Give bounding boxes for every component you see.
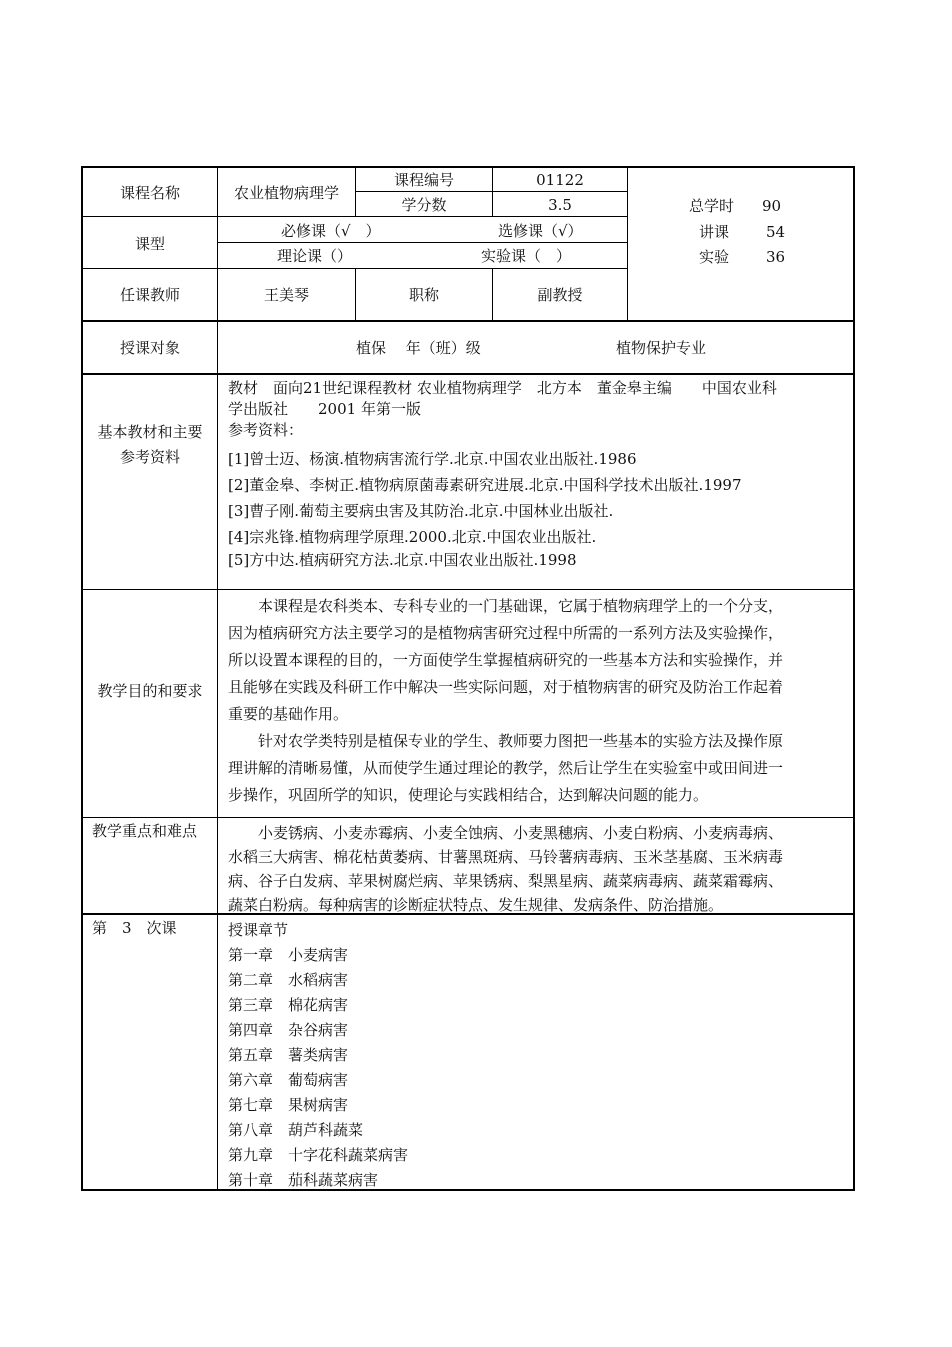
total-hours-label: 总学时 [689,197,735,215]
chapter-item: 第六章 葡萄病害 [228,1071,349,1089]
key-points-line: 病、谷子白发病、苹果树腐烂病、苹果锈病、梨黑星病、蔬菜病毒病、蔬菜霜霉病、 [228,872,784,890]
teacher-title-value: 副教授 [537,286,583,304]
textbook-line: 教材 面向21世纪课程教材 农业植物病理学 北方本 董金皋主编 中国农业科 [228,379,777,397]
objectives-line: 本课程是农科类本、专科专业的一门基础课，它属于植物病理学上的一个分支， [228,597,784,615]
objectives-line: 因为植病研究方法主要学习的是植物病害研究过程中所需的一系列方法及实验操作， [228,624,784,642]
textbook-line: 学出版社 2001 年第一版 [228,400,421,418]
chapter-item: 第五章 薯类病害 [228,1046,349,1064]
course-type-label: 课型 [134,235,165,253]
course-code-value: 01122 [536,171,584,189]
textbook-content [228,378,777,571]
lecture-hours-label: 讲课 [699,223,730,241]
reference-item: [5]方中达.植病研究方法.北京.中国农业出版社.1998 [228,551,577,569]
total-hours-value: 90 [762,197,782,215]
teacher-label: 任课教师 [119,286,180,304]
objectives-label: 教学目的和要求 [97,682,203,700]
course-name-label: 课程名称 [119,184,180,202]
objectives-line: 理讲解的清晰易懂，从而使学生通过理论的教学，然后让学生在实验室中或田间进一 [228,759,784,777]
audience-grade: 植保 年（班）级 [356,339,481,357]
chapter-item: 第二章 水稻病害 [228,971,349,989]
lab-hours-value: 36 [766,248,786,266]
session-chapters [228,918,408,1193]
objectives-line: 且能够在实践及科研工作中解决一些实际问题，对于植物病害的研究及防治工作起着 [228,678,784,696]
objectives-content [228,593,783,809]
textbook-label-line1: 基本教材和主要 [97,423,203,441]
course-name-value: 农业植物病理学 [233,184,339,202]
objectives-line: 步操作，巩固所学的知识，使理论与实践相结合，达到解决问题的能力。 [228,786,709,804]
credit-label: 学分数 [401,196,447,214]
reference-item: [2]董金皋、李树正.植物病原菌毒素研究进展.北京.中国科学技术出版社.1997 [228,476,742,494]
key-points-line: 水稻三大病害、棉花枯黄萎病、甘薯黑斑病、马铃薯病毒病、玉米茎基腐、玉米病毒 [228,848,784,866]
elective-course: 选修课（√） [498,222,583,240]
reference-item: [4]宗兆锋.植物病理学原理.2000.北京.中国农业出版社. [228,528,597,546]
session-chapters-heading: 授课章节 [228,921,289,939]
key-points-label: 教学重点和难点 [92,822,198,840]
experiment-course: 实验课（ ） [481,247,572,265]
theory-course: 理论课（） [277,247,353,265]
objectives-line: 重要的基础作用。 [228,705,349,723]
objectives-line: 所以设置本课程的目的，一方面使学生掌握植病研究的一些基本方法和实验操作，并 [228,651,784,669]
lecture-hours-value: 54 [766,223,786,241]
teacher-title-label: 职称 [408,286,439,304]
chapter-item: 第十章 茄科蔬菜病害 [228,1171,379,1189]
chapter-item: 第一章 小麦病害 [228,946,349,964]
key-points-content [228,821,783,917]
textbook-line: 参考资料： [228,421,304,439]
textbook-label-line2: 参考资料 [119,448,180,466]
required-course: 必修课（√ ） [281,222,381,240]
audience-major: 植物保护专业 [616,339,707,357]
teacher-name: 王美琴 [263,286,309,304]
chapter-item: 第九章 十字花科蔬菜病害 [228,1146,409,1164]
lab-hours-label: 实验 [699,248,730,266]
course-code-label: 课程编号 [393,171,454,189]
session-label: 第 3 次课 [92,919,177,937]
objectives-line: 针对农学类特别是植保专业的学生、教师要力图把一些基本的实验方法及操作原 [228,732,784,750]
chapter-item: 第八章 葫芦科蔬菜 [228,1121,364,1139]
chapter-item: 第七章 果树病害 [228,1096,349,1114]
key-points-line: 小麦锈病、小麦赤霉病、小麦全蚀病、小麦黑穗病、小麦白粉病、小麦病毒病、 [228,824,784,842]
credit-value: 3.5 [548,196,572,214]
chapter-item: 第四章 杂谷病害 [228,1021,349,1039]
key-points-line: 蔬菜白粉病。每种病害的诊断症状特点、发生规律、发病条件、防治措施。 [228,896,724,914]
reference-item: [1]曾士迈、杨演.植物病害流行学.北京.中国农业出版社.1986 [228,450,637,468]
chapter-item: 第三章 棉花病害 [228,996,349,1014]
audience-label: 授课对象 [119,339,180,357]
reference-item: [3]曹子刚.葡萄主要病虫害及其防治.北京.中国林业出版社. [228,502,614,520]
